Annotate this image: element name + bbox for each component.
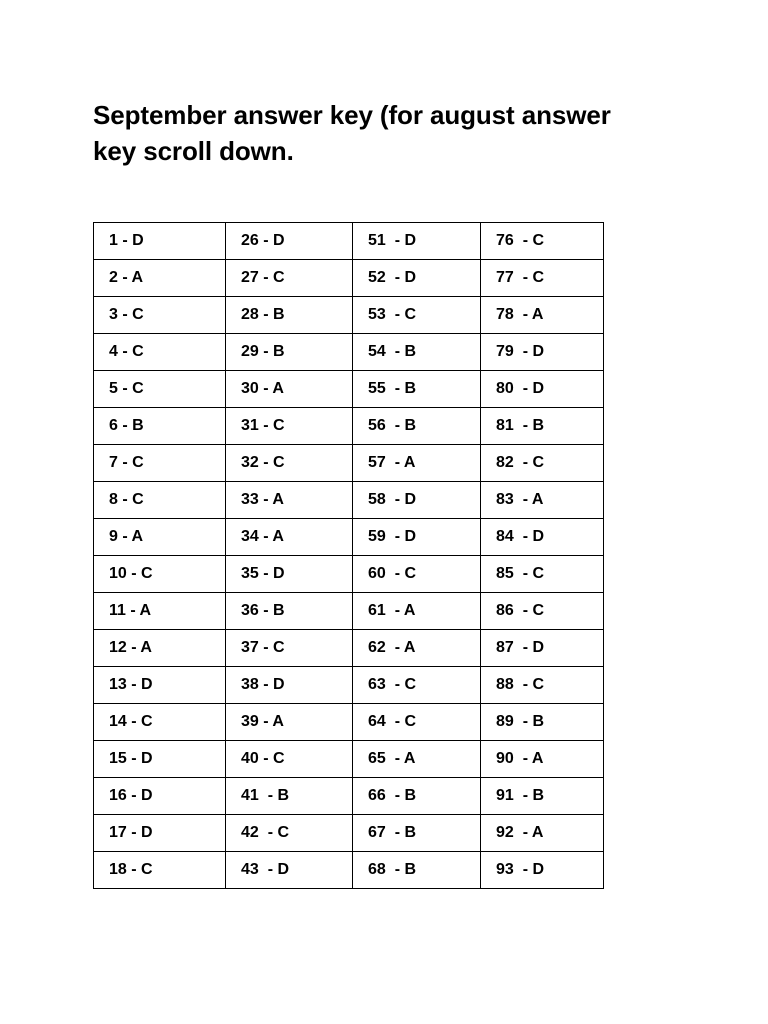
answer-cell: 14 - C bbox=[94, 704, 226, 741]
answer-cell: 43 - D bbox=[226, 852, 353, 889]
page-title: September answer key (for august answer key scroll down. bbox=[93, 100, 611, 166]
answer-cell: 36 - B bbox=[226, 593, 353, 630]
answer-cell: 66 - B bbox=[353, 778, 481, 815]
answer-cell: 62 - A bbox=[353, 630, 481, 667]
answer-cell: 78 - A bbox=[481, 297, 604, 334]
answer-cell: 2 - A bbox=[94, 260, 226, 297]
answer-cell: 15 - D bbox=[94, 741, 226, 778]
answer-cell: 28 - B bbox=[226, 297, 353, 334]
answer-cell: 68 - B bbox=[353, 852, 481, 889]
answer-cell: 9 - A bbox=[94, 519, 226, 556]
answer-cell: 93 - D bbox=[481, 852, 604, 889]
answer-cell: 57 - A bbox=[353, 445, 481, 482]
table-row bbox=[94, 519, 604, 556]
table-row bbox=[94, 741, 604, 778]
table-row bbox=[94, 223, 604, 260]
answer-cell: 26 - D bbox=[226, 223, 353, 260]
table-row bbox=[94, 778, 604, 815]
answer-cell: 35 - D bbox=[226, 556, 353, 593]
answer-cell: 84 - D bbox=[481, 519, 604, 556]
answer-cell: 77 - C bbox=[481, 260, 604, 297]
answer-cell: 38 - D bbox=[226, 667, 353, 704]
table-row bbox=[94, 593, 604, 630]
answer-cell: 10 - C bbox=[94, 556, 226, 593]
answer-cell: 41 - B bbox=[226, 778, 353, 815]
answer-cell: 54 - B bbox=[353, 334, 481, 371]
answer-cell: 90 - A bbox=[481, 741, 604, 778]
answer-cell: 39 - A bbox=[226, 704, 353, 741]
answer-cell: 7 - C bbox=[94, 445, 226, 482]
answer-cell: 12 - A bbox=[94, 630, 226, 667]
answer-cell: 65 - A bbox=[353, 741, 481, 778]
answer-cell: 92 - A bbox=[481, 815, 604, 852]
answer-cell: 53 - C bbox=[353, 297, 481, 334]
answer-cell: 13 - D bbox=[94, 667, 226, 704]
answer-cell: 40 - C bbox=[226, 741, 353, 778]
answer-cell: 33 - A bbox=[226, 482, 353, 519]
answer-cell: 27 - C bbox=[226, 260, 353, 297]
answer-cell: 18 - C bbox=[94, 852, 226, 889]
answer-cell: 67 - B bbox=[353, 815, 481, 852]
answer-cell: 8 - C bbox=[94, 482, 226, 519]
table-row bbox=[94, 334, 604, 371]
answer-cell: 16 - D bbox=[94, 778, 226, 815]
answer-cell: 52 - D bbox=[353, 260, 481, 297]
answer-cell: 11 - A bbox=[94, 593, 226, 630]
answer-cell: 55 - B bbox=[353, 371, 481, 408]
answer-cell: 88 - C bbox=[481, 667, 604, 704]
answer-cell: 58 - D bbox=[353, 482, 481, 519]
answer-cell: 1 - D bbox=[94, 223, 226, 260]
table-row bbox=[94, 260, 604, 297]
table-row bbox=[94, 445, 604, 482]
answer-cell: 42 - C bbox=[226, 815, 353, 852]
answer-key-body bbox=[94, 223, 604, 889]
answer-cell: 29 - B bbox=[226, 334, 353, 371]
answer-cell: 60 - C bbox=[353, 556, 481, 593]
answer-cell: 87 - D bbox=[481, 630, 604, 667]
answer-cell: 85 - C bbox=[481, 556, 604, 593]
table-row bbox=[94, 482, 604, 519]
answer-cell: 91 - B bbox=[481, 778, 604, 815]
answer-cell: 37 - C bbox=[226, 630, 353, 667]
answer-cell: 83 - A bbox=[481, 482, 604, 519]
answer-cell: 30 - A bbox=[226, 371, 353, 408]
answer-cell: 6 - B bbox=[94, 408, 226, 445]
answer-cell: 81 - B bbox=[481, 408, 604, 445]
answer-cell: 86 - C bbox=[481, 593, 604, 630]
answer-cell: 79 - D bbox=[481, 334, 604, 371]
table-row bbox=[94, 704, 604, 741]
table-row bbox=[94, 630, 604, 667]
table-row bbox=[94, 852, 604, 889]
answer-key-table bbox=[93, 222, 604, 889]
answer-cell: 76 - C bbox=[481, 223, 604, 260]
answer-cell: 3 - C bbox=[94, 297, 226, 334]
answer-cell: 31 - C bbox=[226, 408, 353, 445]
table-row bbox=[94, 667, 604, 704]
answer-cell: 56 - B bbox=[353, 408, 481, 445]
answer-cell: 63 - C bbox=[353, 667, 481, 704]
answer-cell: 34 - A bbox=[226, 519, 353, 556]
table-row bbox=[94, 556, 604, 593]
answer-cell: 51 - D bbox=[353, 223, 481, 260]
answer-cell: 82 - C bbox=[481, 445, 604, 482]
table-row bbox=[94, 371, 604, 408]
answer-cell: 64 - C bbox=[353, 704, 481, 741]
answer-cell: 4 - C bbox=[94, 334, 226, 371]
answer-cell: 5 - C bbox=[94, 371, 226, 408]
table-row bbox=[94, 815, 604, 852]
answer-cell: 61 - A bbox=[353, 593, 481, 630]
answer-cell: 80 - D bbox=[481, 371, 604, 408]
answer-cell: 89 - B bbox=[481, 704, 604, 741]
table-row bbox=[94, 297, 604, 334]
answer-cell: 17 - D bbox=[94, 815, 226, 852]
table-row bbox=[94, 408, 604, 445]
answer-cell: 32 - C bbox=[226, 445, 353, 482]
answer-cell: 59 - D bbox=[353, 519, 481, 556]
